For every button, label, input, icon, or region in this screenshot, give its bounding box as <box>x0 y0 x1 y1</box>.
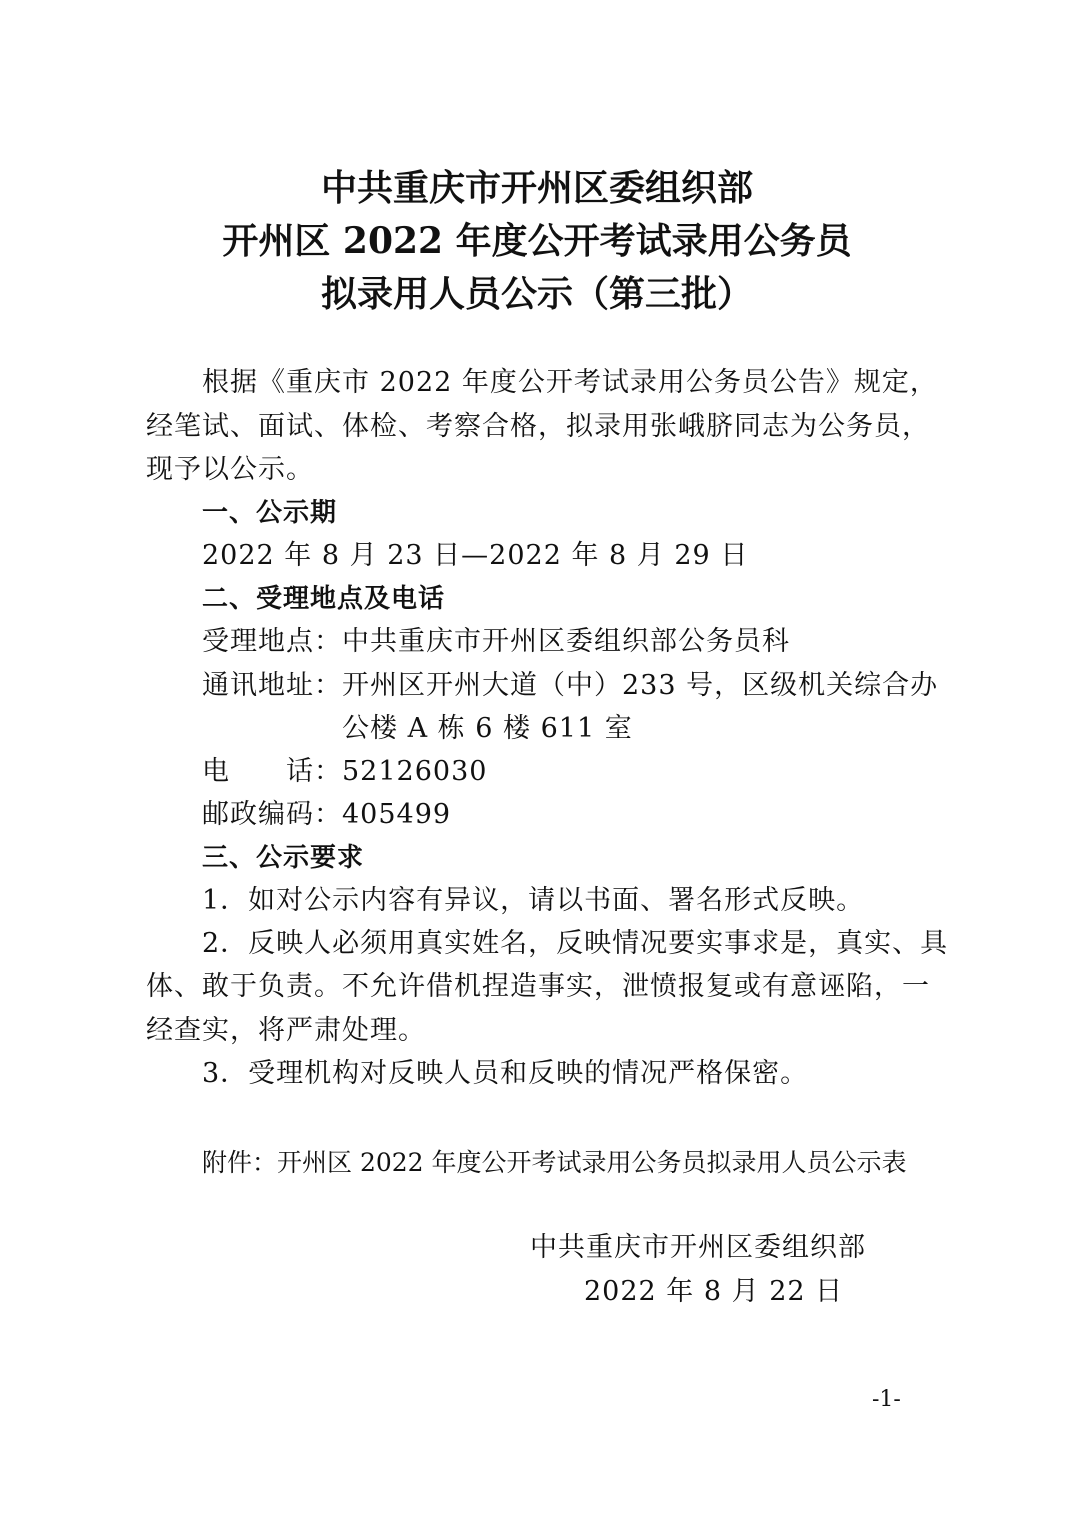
intro-paragraph-line-2: 经笔试、面试、体检、考察合格，拟录用张峨脐同志为公务员， <box>146 411 930 442</box>
contact-phone-row <box>202 755 487 789</box>
signature-date: 2022 年 8 月 22 日 <box>584 1276 844 1307</box>
document-title-line-1: 中共重庆市开州区委组织部 <box>320 167 753 209</box>
page-number: -1- <box>872 1387 901 1412</box>
contact-phone-label: 电 话： <box>202 756 342 787</box>
contact-address-value-continued: 公楼 A 栋 6 楼 611 室 <box>342 713 633 744</box>
contact-place-row <box>202 625 790 659</box>
section-heading-contact: 二、受理地点及电话 <box>202 584 446 614</box>
contact-address-row <box>202 669 938 703</box>
requirement-item-3: 3．受理机构对反映人员和反映的情况严格保密。 <box>202 1058 809 1089</box>
contact-address-value: 开州区开州大道（中）233 号，区级机关综合办 <box>342 670 939 701</box>
publicity-period-dates: 2022 年 8 月 23 日—2022 年 8 月 29 日 <box>202 540 749 571</box>
contact-postcode-value: 405499 <box>342 799 452 830</box>
attachment-note: 附件：开州区 2022 年度公开考试录用公务员拟录用人员公示表 <box>202 1148 907 1177</box>
document-title-line-3: 拟录用人员公示（第三批） <box>320 273 753 315</box>
requirement-item-2-line-3: 经查实，将严肃处理。 <box>146 1015 426 1046</box>
requirement-item-1: 1．如对公示内容有异议，请以书面、署名形式反映。 <box>202 885 865 916</box>
contact-phone-value: 52126030 <box>342 756 488 787</box>
document-title-line-2: 开州区 2022 年度公开考试录用公务员 <box>222 220 852 262</box>
requirement-item-2-line-2: 体、敢于负责。不允许借机捏造事实，泄愤报复或有意诬陷，一 <box>146 971 930 1002</box>
section-heading-publicity-period: 一、公示期 <box>202 498 338 528</box>
contact-place-value: 中共重庆市开州区委组织部公务员科 <box>342 626 790 657</box>
section-heading-requirements: 三、公示要求 <box>202 843 365 873</box>
contact-address-label: 通讯地址： <box>202 670 342 701</box>
intro-paragraph-line-3: 现予以公示。 <box>146 454 314 485</box>
signature-organization: 中共重庆市开州区委组织部 <box>530 1232 866 1263</box>
contact-postcode-row <box>202 798 451 832</box>
contact-postcode-label: 邮政编码： <box>202 799 342 830</box>
contact-place-label: 受理地点： <box>202 626 342 657</box>
requirement-item-2-line-1: 2．反映人必须用真实姓名，反映情况要实事求是，真实、具 <box>202 928 949 959</box>
intro-paragraph-line-1: 根据《重庆市 2022 年度公开考试录用公务员公告》规定， <box>202 367 938 398</box>
